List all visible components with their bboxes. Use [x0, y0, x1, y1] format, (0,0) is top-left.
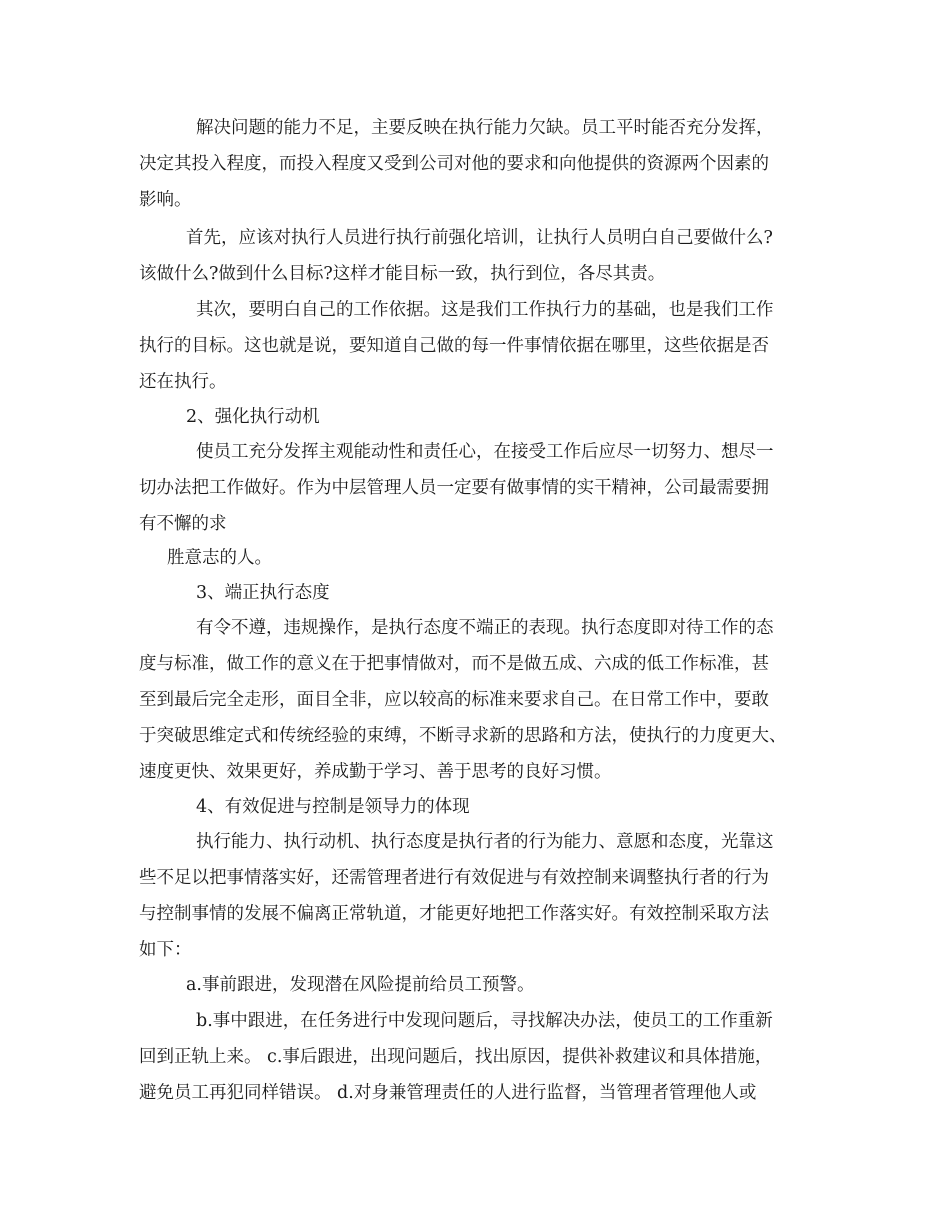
section-heading: 2、强化执行动机: [186, 407, 320, 427]
section-heading: 4、有效促进与控制是领导力的体现: [196, 797, 470, 817]
paragraph-line: 该做什么?做到什么目标?这样才能目标一致，执行到位，各尽其责。: [139, 264, 666, 284]
paragraph-line: 其次，要明白自己的工作依据。这是我们工作执行力的基础，也是我们工作: [196, 300, 774, 320]
paragraph-line: 有令不遵，违规操作，是执行态度不端正的表现。执行态度即对待工作的态: [196, 618, 774, 638]
paragraph-line: 决定其投入程度，而投入程度又受到公司对他的要求和向他提供的资源两个因素的: [139, 154, 769, 174]
paragraph-line: 于突破思维定式和传统经验的束缚，不断寻求新的思路和方法，使执行的力度更大、: [139, 726, 787, 746]
paragraph-line: 首先，应该对执行人员进行执行前强化培训，让执行人员明白自己要做什么?: [186, 228, 773, 248]
paragraph-line: 还在执行。: [139, 372, 227, 392]
paragraph-line: 避免员工再犯同样错误。 d.对身兼管理责任的人进行监督，当管理者管理他人或: [139, 1083, 757, 1103]
paragraph-line: 胜意志的人。: [167, 548, 272, 568]
paragraph-line: 解决问题的能力不足，主要反映在执行能力欠缺。员工平时能否充分发挥，: [196, 118, 774, 138]
list-item: b.事中跟进，在任务进行中发现问题后，寻找解决办法，使员工的工作重新: [196, 1011, 773, 1031]
paragraph-line: 速度更快、效果更好，养成勤于学习、善于思考的良好习惯。: [139, 762, 612, 782]
paragraph-line: 切办法把工作做好。作为中层管理人员一定要有做事情的实干精神，公司最需要拥: [139, 478, 769, 498]
list-item: a.事前跟进，发现潜在风险提前给员工预警。: [186, 975, 535, 995]
paragraph-line: 些不足以把事情落实好，还需管理者进行有效促进与有效控制来调整执行者的行为: [139, 868, 769, 888]
paragraph-line: 回到正轨上来。 c.事后跟进，出现问题后，找出原因，提供补救建议和具体措施，: [139, 1047, 773, 1067]
section-heading: 3、端正执行态度: [196, 583, 330, 603]
paragraph-line: 如下：: [139, 940, 192, 960]
paragraph-line: 使员工充分发挥主观能动性和责任心，在接受工作后应尽一切努力、想尽一: [196, 442, 774, 462]
paragraph-line: 与控制事情的发展不偏离正常轨道，才能更好地把工作落实好。有效控制采取方法: [139, 904, 769, 924]
paragraph-line: 有不懈的求: [139, 514, 227, 534]
paragraph-line: 度与标准，做工作的意义在于把事情做对，而不是做五成、六成的低工作标准，甚: [139, 654, 769, 674]
paragraph-line: 至到最后完全走形，面目全非，应以较高的标准来要求自己。在日常工作中，要敢: [139, 690, 769, 710]
paragraph-line: 执行的目标。这也就是说，要知道自己做的每一件事情依据在哪里，这些依据是否: [139, 336, 769, 356]
paragraph-line: 影响。: [139, 190, 192, 210]
paragraph-line: 执行能力、执行动机、执行态度是执行者的行为能力、意愿和态度，光靠这: [196, 832, 774, 852]
